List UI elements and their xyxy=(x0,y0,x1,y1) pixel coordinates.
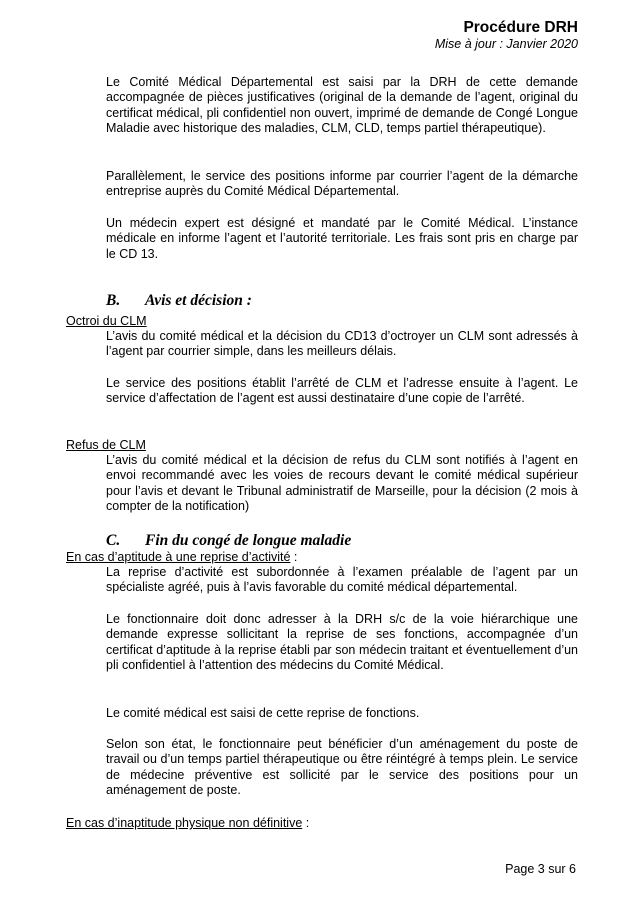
header-title: Procédure DRH xyxy=(463,19,578,36)
aptitude-heading-line xyxy=(66,550,297,565)
refus-heading: Refus de CLM xyxy=(66,438,146,452)
intro-paragraph-2: Parallèlement, le service des positions informe par courrier l’agent de la démarche entreprise auprès du Comité Médical Départemental. xyxy=(106,169,578,199)
section-c-letter: C. xyxy=(106,532,121,549)
aptitude-heading-suffix: : xyxy=(290,550,298,564)
section-b-letter: B. xyxy=(106,292,121,309)
section-c-heading xyxy=(106,532,351,550)
aptitude-paragraph-2: Le fonctionnaire doit donc adresser à la DRH s/c de la voie hiérarchique une demande expresse sollicitant la reprise de ses fonctions, accompagnée d’un certificat d’aptitude à la reprise établi par son médecin traitant et éventuellement d’un pli confidentiel à l’attention des médecins du Comité Médical. xyxy=(106,612,578,672)
octroi-paragraph-1: L’avis du comité médical et la décision du CD13 d’octroyer un CLM sont adressés à l’agent par courrier simple, dans les meilleurs délais. xyxy=(106,329,578,359)
aptitude-paragraph-3: Le comité médical est saisi de cette reprise de fonctions. xyxy=(106,706,420,720)
section-c-title: Fin du congé de longue maladie xyxy=(145,532,352,549)
aptitude-paragraph-1: La reprise d’activité est subordonnée à l’examen préalable de l’agent par un spécialiste agréé, puis à l’avis favorable du comité médical départemental. xyxy=(106,565,578,595)
octroi-heading: Octroi du CLM xyxy=(66,314,147,328)
inaptitude-heading-suffix: : xyxy=(302,816,310,830)
refus-paragraph: L’avis du comité médical et la décision de refus du CLM sont notifiés à l’agent en envoi recommandé avec les voies de recours devant le comité médical supérieur pour l’avis et devant le Tribunal administratif de Marseille, pour la décision (2 mois à compter de la notification) xyxy=(106,453,578,513)
section-b-title: Avis et décision : xyxy=(145,292,252,309)
page-number: Page 3 sur 6 xyxy=(505,862,576,876)
page-header xyxy=(435,18,578,52)
inaptitude-heading: En cas d’inaptitude physique non définitive xyxy=(66,816,303,830)
intro-paragraph-3: Un médecin expert est désigné et mandaté par le Comité Médical. L’instance médicale en informe l’agent et l’autorité territoriale. Les frais sont pris en charge par le CD 13. xyxy=(106,216,578,261)
aptitude-paragraph-4: Selon son état, le fonctionnaire peut bénéficier d’un aménagement du poste de travail ou d’un temps partiel thérapeutique ou être réintégré à temps plein. Le service de médecine préventive est sollicité par le service des positions pour un aménagement de poste. xyxy=(106,737,578,797)
aptitude-heading: En cas d’aptitude à une reprise d’activité xyxy=(66,550,291,564)
header-update-date: Mise à jour : Janvier 2020 xyxy=(434,37,578,51)
section-b-heading xyxy=(106,292,252,310)
intro-paragraph-1: Le Comité Médical Départemental est saisi par la DRH de cette demande accompagnée de pièces justificatives (original de la demande de l’agent, original du certificat médical, pli confidentiel non ouvert, imprimé de demande de Congé Longue Maladie avec historique des maladies, CLM, CLD, temps partiel thérapeutique). xyxy=(106,75,578,135)
octroi-paragraph-2: Le service des positions établit l’arrêté de CLM et l’adresse ensuite à l’agent. Le service d’affectation de l’agent est aussi destinataire d’une copie de l’arrêté. xyxy=(106,376,578,406)
inaptitude-heading-line xyxy=(66,816,309,831)
